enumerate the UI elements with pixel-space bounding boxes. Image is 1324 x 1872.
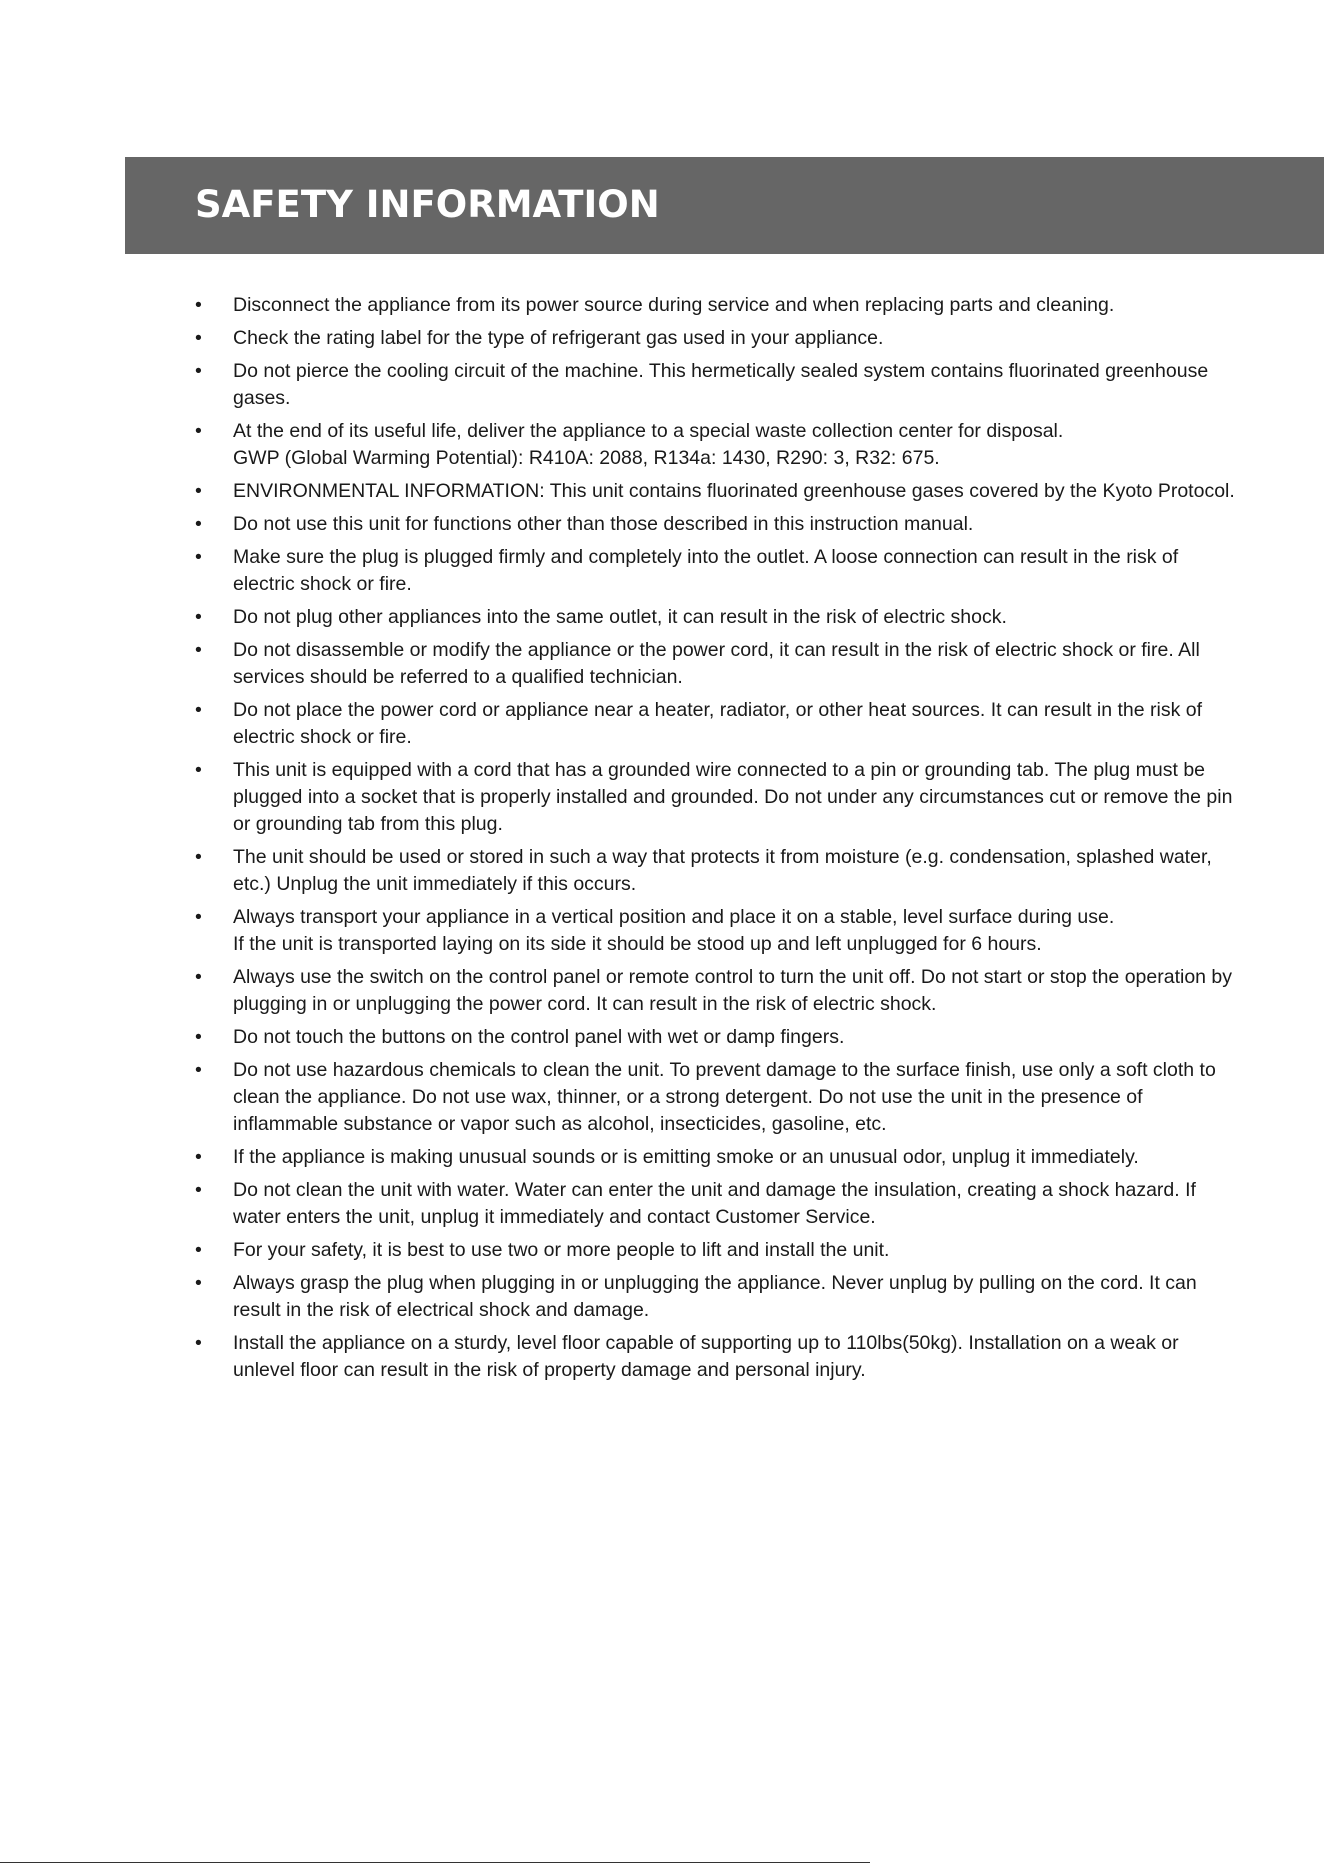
safety-bullet-item — [195, 637, 1245, 691]
safety-bullet-item — [195, 1024, 1245, 1051]
safety-bullet-item — [195, 358, 1245, 412]
bullet-text: • Do not pierce the cooling circuit of the machine. This hermetically sealed system contains fluorinated greenhouse gases. — [233, 360, 1209, 409]
bullet-text: • This unit is equipped with a cord that has a grounded wire connected to a pin or grounding tab. The plug must be plugged into a socket that is properly installed and grounded. Do not under any circumstances cut or remove the pin or grounding tab from this plug. — [233, 759, 1233, 835]
bullet-text: If the unit is transported laying on its side it should be stood up and left unplugged for 6 hours. — [233, 933, 1042, 955]
safety-bullet-item — [195, 418, 1245, 472]
safety-bullet-item — [195, 511, 1245, 538]
bullet-text: • Do not touch the buttons on the control panel with wet or damp fingers. — [233, 1026, 845, 1048]
safety-bullet-item — [195, 325, 1245, 352]
footer-divider — [0, 1862, 870, 1863]
safety-bullet-item — [195, 544, 1245, 598]
bullet-text: • For your safety, it is best to use two or more people to lift and install the unit. — [233, 1239, 890, 1261]
bullet-text: • Always grasp the plug when plugging in or unplugging the appliance. Never unplug by pulling on the cord. It can result in the risk of electrical shock and damage. — [233, 1272, 1197, 1321]
bullet-text: • Install the appliance on a sturdy, level floor capable of supporting up to 110lbs(50kg). Installation on a weak or unlevel floor can result in the risk of property damage and personal injury. — [233, 1332, 1179, 1381]
bullet-text: • Always use the switch on the control panel or remote control to turn the unit off. Do not start or stop the operation by plugging in or unplugging the power cord. It can result in the risk of electric shock. — [233, 966, 1233, 1015]
bullet-text: • Do not place the power cord or appliance near a heater, radiator, or other heat sources. It can result in the risk of electric shock or fire. — [233, 699, 1203, 748]
bullet-text: • Always transport your appliance in a vertical position and place it on a stable, level surface during use. — [233, 906, 1115, 928]
safety-bullet-item — [195, 292, 1245, 319]
safety-bullet-item — [195, 478, 1245, 505]
safety-bullet-item — [195, 697, 1245, 751]
bullet-text: • Do not plug other appliances into the same outlet, it can result in the risk of electric shock. — [233, 606, 1007, 628]
safety-bullet-item — [195, 1330, 1245, 1384]
safety-bullet-item — [195, 964, 1245, 1018]
bullet-text: • Do not disassemble or modify the appliance or the power cord, it can result in the risk of electric shock or fire. All services should be referred to a qualified technician. — [233, 639, 1200, 688]
bullet-text: GWP (Global Warming Potential): R410A: 2088, R134a: 1430, R290: 3, R32: 675. — [233, 447, 940, 469]
page-title: SAFETY INFORMATION — [195, 183, 660, 226]
section-header-bar — [125, 157, 1324, 254]
safety-bullet-list — [195, 292, 1245, 1390]
bullet-text: • Do not clean the unit with water. Water can enter the unit and damage the insulation, creating a shock hazard. If water enters the unit, unplug it immediately and contact Customer Service. — [233, 1179, 1196, 1228]
safety-bullet-item — [195, 844, 1245, 898]
safety-bullet-item — [195, 1177, 1245, 1231]
bullet-text: • The unit should be used or stored in such a way that protects it from moisture (e.g. condensation, splashed water, etc.) Unplug the unit immediately if this occurs. — [233, 846, 1212, 895]
safety-bullet-item — [195, 1057, 1245, 1138]
safety-bullet-item — [195, 1237, 1245, 1264]
safety-bullet-item — [195, 1270, 1245, 1324]
bullet-text: • ENVIRONMENTAL INFORMATION: This unit contains fluorinated greenhouse gases covered by the Kyoto Protocol. — [233, 480, 1235, 502]
bullet-text: • Do not use hazardous chemicals to clean the unit. To prevent damage to the surface finish, use only a soft cloth to clean the appliance. Do not use wax, thinner, or a strong detergent. Do not use the unit in the presence of inflammable substance or vapor such as alcohol, insecticides, gasoline, etc. — [233, 1059, 1216, 1135]
bullet-text: • Disconnect the appliance from its power source during service and when replacing parts and cleaning. — [233, 294, 1115, 316]
safety-bullet-item — [195, 757, 1245, 838]
bullet-text: • Check the rating label for the type of refrigerant gas used in your appliance. — [233, 327, 884, 349]
bullet-text: • Make sure the plug is plugged firmly and completely into the outlet. A loose connection can result in the risk of electric shock or fire. — [233, 546, 1179, 595]
safety-bullet-item — [195, 1144, 1245, 1171]
bullet-text: • If the appliance is making unusual sounds or is emitting smoke or an unusual odor, unplug it immediately. — [233, 1146, 1139, 1168]
bullet-text: • At the end of its useful life, deliver the appliance to a special waste collection center for disposal. — [233, 420, 1064, 442]
safety-bullet-item — [195, 904, 1245, 958]
bullet-text: • Do not use this unit for functions other than those described in this instruction manual. — [233, 513, 974, 535]
safety-bullet-item — [195, 604, 1245, 631]
